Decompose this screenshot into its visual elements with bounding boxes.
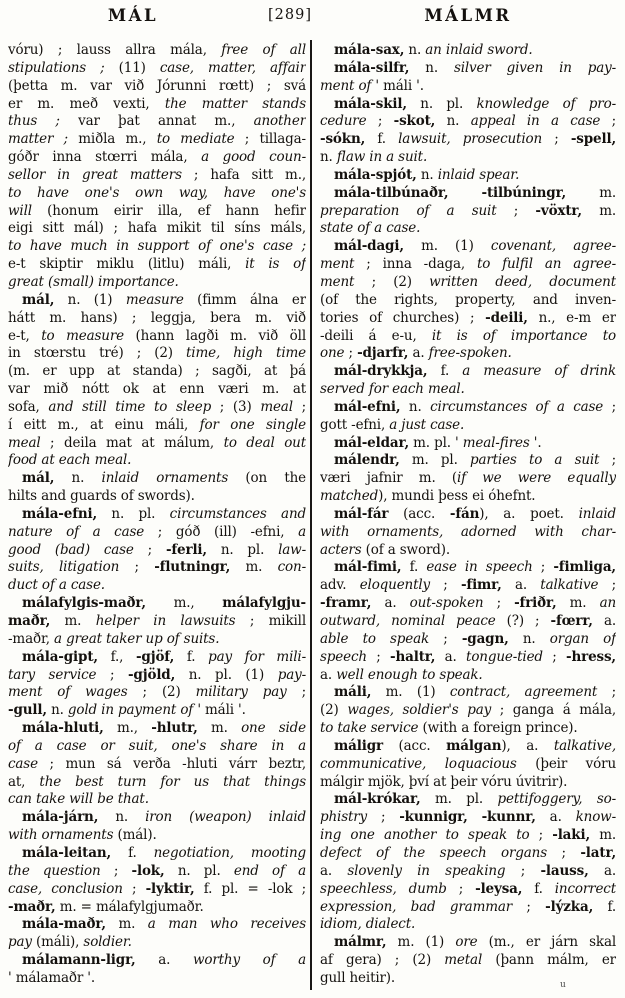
text-line: the question ; -lok, n. pl. end of a [8, 862, 306, 879]
text-line: speechless, dumb ; -leysa, f. incorrect [320, 880, 616, 897]
text-line: matched), mundi þess ei óhefnt. [320, 488, 536, 505]
text-line: -sókn, f. lawsuit, prosecution ; -spell, [320, 131, 616, 148]
text-line: gull heitir). [320, 969, 396, 986]
text-line: duct of a case. [8, 577, 105, 594]
text-line: ment ; inna -daga, to fulfil an agree- [320, 256, 616, 273]
text-line: -deili á e-u, it is of importance to [320, 327, 616, 344]
text-line: acters (of a sword). [320, 541, 450, 558]
text-line: er m. með vexti, the matter stands [8, 95, 306, 112]
text-line: suits, litigation ; -flutningr, m. con- [8, 559, 306, 576]
text-line: e-t skiptir miklu (litlu) máli, it is of [8, 256, 306, 273]
page-number: [289] [268, 7, 312, 23]
text-line: mál, n. inlaid ornaments (on the [22, 470, 306, 487]
text-line: pay (máli), soldier. [8, 934, 132, 951]
text-line: mál-dagi, m. (1) covenant, agree- [334, 238, 616, 255]
text-line: -maðr, a great taker up of suits. [8, 630, 220, 647]
text-line: (of the rights, property, and inven- [320, 291, 616, 308]
text-line: food at each meal. [8, 452, 132, 469]
text-line: maðr, m. helper in lawsuits ; mikill [8, 613, 306, 629]
text-line: of a case or suit, one's share in a [8, 737, 306, 754]
text-line: able to speak ; -gagn, n. organ of [320, 630, 616, 647]
text-line: communicative, loquacious (þeir vóru [320, 755, 616, 772]
text-line: speech ; -haltr, a. tongue-tied ; -hress, [320, 648, 616, 665]
text-line: mála-silfr, n. silver given in pay- [334, 59, 616, 76]
text-line: idiom, dialect. [320, 916, 416, 933]
text-line: tories of churches) ; -deili, n., e-m er [320, 309, 616, 326]
dictionary-column-right [320, 42, 616, 988]
text-line: mála-skil, n. pl. knowledge of pro- [334, 95, 616, 112]
text-line: mál-fimi, f. ease in speech ; -fimliga, [334, 559, 616, 576]
text-line: mála-spjót, n. inlaid spear. [334, 166, 520, 183]
text-line: hilts and guards of swords). [8, 488, 195, 505]
text-line: tary service ; -gjöld, n. pl. (1) pay- [8, 666, 306, 683]
text-line: mál-drykkja, f. a measure of drink [334, 363, 616, 380]
text-line: mála-tilbúnaðr, -tilbúningr, m. [334, 184, 616, 201]
text-line: málmr, m. (1) ore (m., er járn skal [334, 934, 616, 951]
text-line: phistry ; -kunnigr, -kunnr, a. know- [320, 809, 616, 826]
dictionary-column-left [8, 42, 306, 988]
text-line: with ornaments, adorned with char- [320, 523, 616, 540]
column-divider-rule [310, 40, 312, 990]
text-line: expression, bad grammar ; -lýzka, f. [320, 898, 616, 915]
header-guide-word-right: MÁLMR [424, 6, 512, 25]
text-line: ment ; (2) written deed, document [320, 273, 616, 290]
text-line: to take service (with a foreign prince). [320, 720, 578, 737]
text-line: mála-sax, n. an inlaid sword. [334, 42, 533, 58]
text-line: málamann-ligr, a. worthy of a [22, 952, 306, 969]
text-line: meal ; deila mat at málum, to deal out [8, 434, 306, 451]
text-line: good (bad) case ; -ferli, n. pl. law- [8, 541, 306, 558]
printers-mark: u [560, 980, 567, 990]
text-line: mála-leitan, f. negotiation, mooting [22, 844, 306, 861]
text-line: góðr inna stœrri mála, a good coun- [8, 149, 306, 166]
text-line: málendr, m. pl. parties to a suit ; [334, 452, 616, 469]
text-line: great (small) importance. [8, 273, 179, 290]
text-line: mála-efni, n. pl. circumstances and [22, 505, 306, 522]
text-line: (þetta m. var við Jórunni rœtt) ; svá [8, 77, 306, 94]
text-line: to have much in support of one's case ; [8, 238, 306, 255]
text-line: -framr, a. out-spoken ; -friðr, m. an [320, 595, 616, 612]
text-line: with ornaments (mál). [8, 827, 157, 844]
text-line: vóru) ; lauss allra mála, free of all [8, 42, 306, 58]
text-line: a. well enough to speak. [320, 666, 483, 683]
text-line: (m. er upp at standa) ; sagði, at þá [8, 363, 306, 380]
text-line: state of a case. [320, 220, 421, 237]
text-line: mál-krókar, m. pl. pettifoggery, so- [334, 791, 616, 808]
text-line: n. flaw in a suit. [320, 149, 428, 166]
text-line: preparation of a suit ; -vöxtr, m. [320, 202, 616, 219]
text-line: mála-maðr, m. a man who receives [22, 916, 306, 933]
text-line: máligr (acc. málgan), a. talkative, [334, 737, 616, 754]
text-line: stipulations ; (11) case, matter, affair [8, 59, 306, 76]
text-line: mál-efni, n. circumstances of a case ; [334, 398, 616, 415]
text-line: ing one another to speak to ; -laki, m. [320, 827, 616, 844]
text-line: adv. eloquently ; -fimr, a. talkative ; [320, 577, 616, 594]
text-line: í eitt m., at einu máli, for one single [8, 416, 306, 433]
text-line: máli, m. (1) contract, agreement ; [334, 684, 616, 701]
text-line: case, conclusion ; -lyktir, f. pl. = -lok ; [8, 880, 306, 897]
text-line: (2) wages, soldier's pay ; ganga á mála, [320, 702, 616, 719]
text-line: thus ; var þat annat m., another [8, 113, 306, 130]
text-line: to have one's own way, have one's [8, 184, 306, 201]
text-line: defect of the speech organs ; -latr, [320, 844, 616, 861]
text-line: matter ; miðla m., to mediate ; tillaga- [8, 131, 306, 148]
text-line: sofa, and still time to sleep ; (3) meal ; [8, 398, 306, 415]
text-line: in stœrstu tré) ; (2) time, high time [8, 345, 306, 362]
text-line: nature of a case ; góð (ill) -efni, a [8, 523, 306, 540]
text-line: gott -efni, a just case. [320, 416, 465, 433]
text-line: -gull, n. gold in payment of ' máli '. [8, 702, 246, 719]
text-line: mál-eldar, m. pl. ' meal-fires '. [334, 434, 542, 451]
text-line: sellor in great matters ; hafa sitt m., [8, 166, 306, 183]
text-line: af gera) ; (2) metal (þann málm, er [320, 952, 616, 969]
text-line: eigi sitt mál) ; hafa mikit til síns máls, [8, 220, 306, 237]
text-line: outward, nominal peace (?) ; -fœrr, a. [320, 613, 616, 629]
text-line: mál-fár (acc. -fán), a. poet. inlaid [334, 505, 616, 522]
text-line: -maðr, m. = málafylgjumaðr. [8, 898, 204, 915]
text-line: case ; mun sá verða -hluti várr beztr, [8, 755, 306, 772]
text-line: one ; -djarfr, a. free-spoken. [320, 345, 512, 362]
text-line: e-t, to measure (hann lagði m. við öll [8, 327, 306, 344]
text-line: cedure ; -skot, n. appeal in a case ; [320, 113, 616, 130]
text-line: a. slovenly in speaking ; -lauss, a. [320, 862, 616, 879]
text-line: mála-gipt, f., -gjöf, f. pay for mili- [22, 648, 306, 665]
text-line: at, the best turn for us that things [8, 773, 306, 790]
text-line: will (honum eirir illa, ef hann hefir [8, 202, 306, 219]
text-line: ment of wages ; (2) military pay ; [8, 684, 306, 701]
text-line: var mið nótt ok at enn væri m. at [8, 381, 306, 398]
text-line: ment of ' máli '. [320, 77, 424, 94]
header-guide-word-left: MÁL [107, 6, 159, 25]
text-line: málafylgis-maðr, m., málafylgju- [22, 595, 306, 612]
text-line: mál, n. (1) measure (fimm álna er [22, 291, 306, 308]
text-line: served for each meal. [320, 381, 465, 398]
text-line: málgir mjök, því at þeir vóru úvitrir). [320, 773, 568, 790]
text-line: væri jafnir m. (if we were equally [320, 470, 616, 487]
text-line: can take will be that. [8, 791, 149, 808]
text-line: mála-járn, n. iron (weapon) inlaid [22, 809, 306, 826]
text-line: hátt m. hans) ; leggja, bera m. við [8, 309, 306, 326]
text-line: mála-hluti, m., -hlutr, m. one side [22, 720, 306, 737]
text-line: ' málamaðr '. [8, 969, 95, 986]
